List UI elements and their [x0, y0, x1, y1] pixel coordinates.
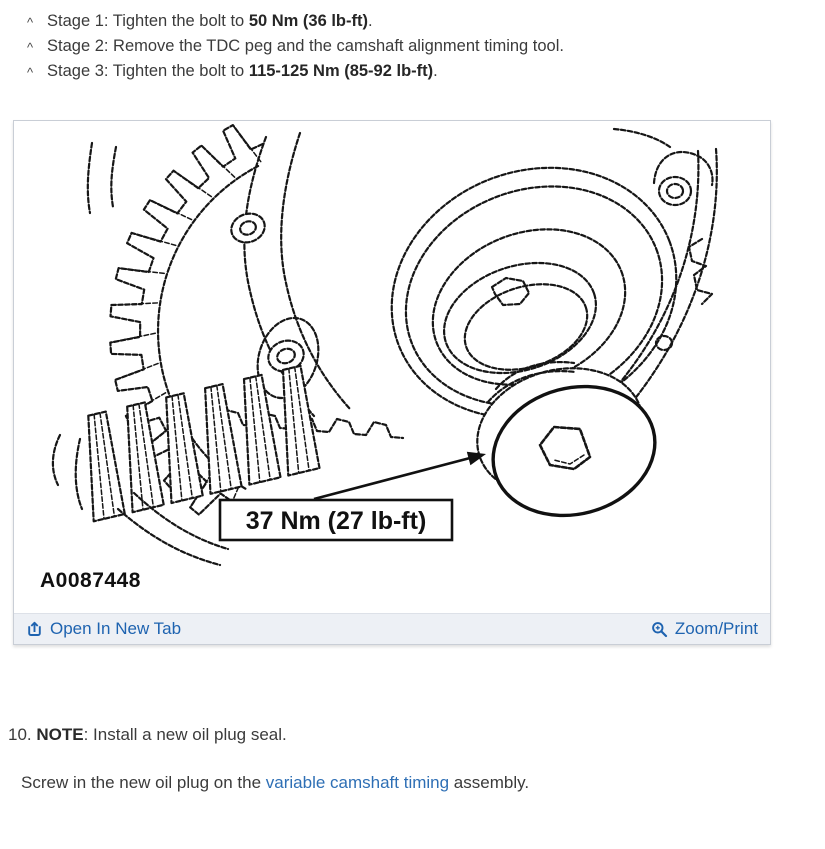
figure-canvas: [14, 121, 768, 613]
zoom-print-label: Zoom/Print: [674, 619, 758, 638]
torque-arrow: [314, 452, 486, 499]
figure-footer: [14, 613, 770, 644]
oil-plug: [463, 350, 670, 533]
open-in-new-tab-link[interactable]: [26, 619, 181, 639]
variable-camshaft-timing-link[interactable]: variable camshaft timing: [265, 773, 450, 792]
stage-item-1: [27, 9, 825, 34]
torque-label: 37 Nm (27 lb-ft): [245, 507, 427, 535]
bullet-caret-icon: ^: [27, 40, 34, 55]
right-sprocket-fragment: [604, 129, 717, 419]
timing-diagram-illustration: [14, 121, 768, 613]
bullet-caret-icon: ^: [27, 15, 34, 30]
center-hex-socket: [492, 278, 529, 305]
stage-item-2: [27, 34, 825, 59]
bullet-caret-icon: ^: [27, 65, 34, 80]
figure-panel: [13, 120, 771, 645]
stage-list: [0, 0, 825, 84]
open-in-new-tab-label: Open In New Tab: [50, 619, 182, 638]
torque-label-box: [220, 500, 452, 540]
step-10-instruction: Screw in the new oil plug on the variable camshaft timing assembly.: [21, 773, 530, 792]
magnifier-plus-icon: [651, 621, 668, 638]
stage-text: Stage 1: Tighten the bolt to 50 Nm (36 lb-ft).: [47, 12, 373, 30]
crankshaft-worm-screw: [53, 366, 320, 522]
part-number-label: A0087448: [40, 569, 141, 592]
stage-item-3: [27, 59, 825, 84]
zoom-print-link[interactable]: [651, 619, 758, 639]
step-10-section: [8, 725, 825, 793]
stage-text: Stage 3: Tighten the bolt to 115-125 Nm (85-92 lb-ft).: [47, 62, 438, 80]
open-in-new-tab-icon: [26, 621, 43, 638]
stage-text: Stage 2: Remove the TDC peg and the camshaft alignment timing tool.: [47, 37, 564, 55]
step-10-note: 10. NOTE: Install a new oil plug seal.: [8, 725, 287, 744]
